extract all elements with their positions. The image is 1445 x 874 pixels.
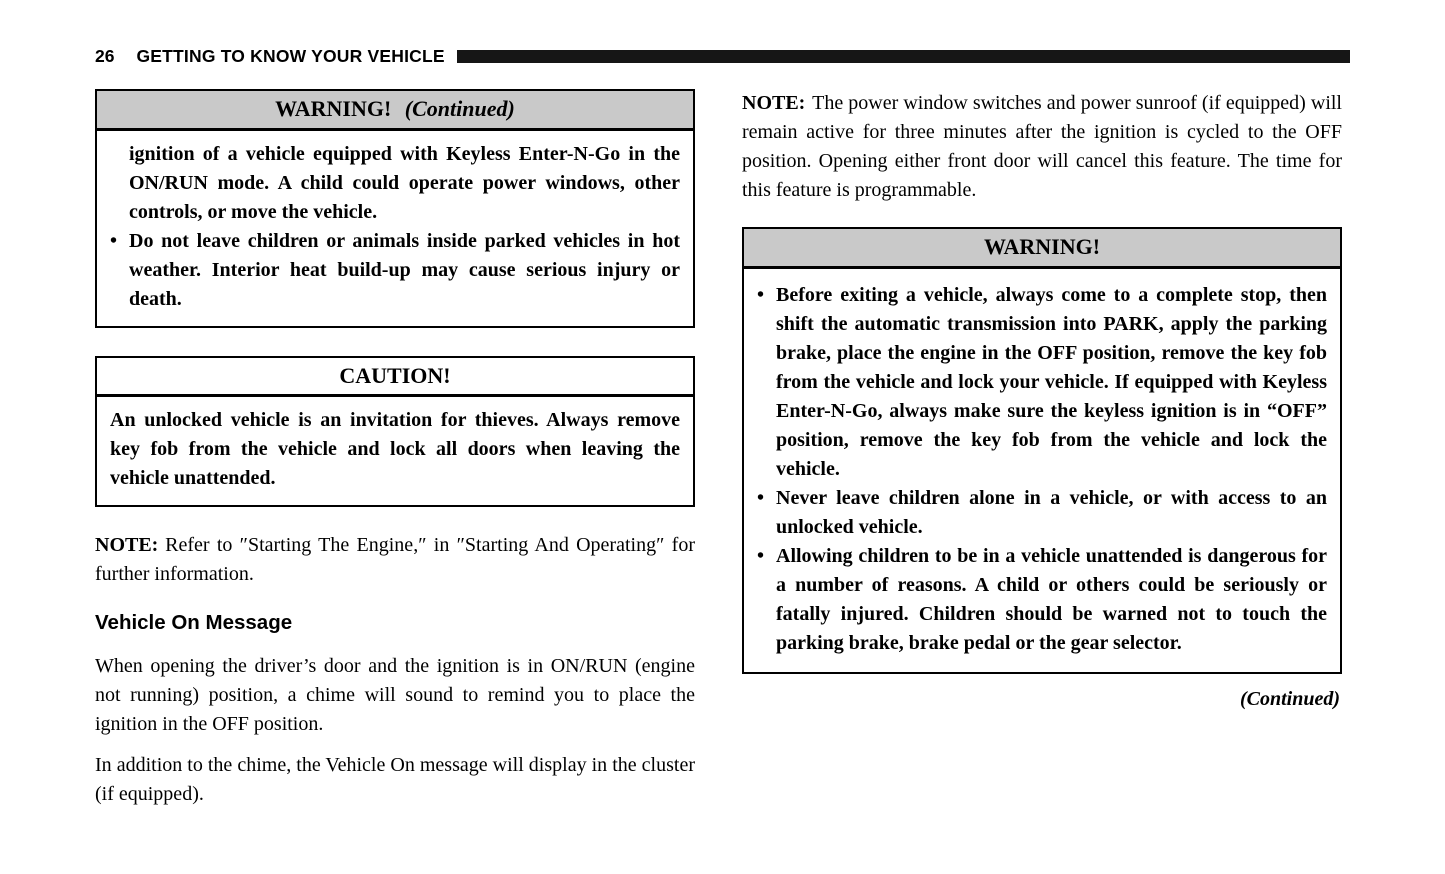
warning-box-header — [744, 229, 1340, 269]
warning-title: WARNING! — [275, 96, 392, 121]
bullet-icon: • — [757, 544, 765, 567]
warning-box-header — [97, 91, 693, 131]
two-column-layout — [95, 89, 1342, 821]
warning-bullet-item — [757, 542, 1327, 658]
warning-box-continued — [95, 89, 695, 328]
warning-continuation-paragraph: ignition of a vehicle equipped with Keyless Enter-N-Go in the ON/RUN mode. A child could operate power windows, other controls, or move the vehicle. — [129, 142, 680, 223]
caution-box-header — [97, 358, 693, 398]
warning-bullet-text: Before exiting a vehicle, always come to a complete stop, then shift the automatic transmission into PARK, apply the parking brake, place the engine in the OFF position, remove the key fob from the vehicle and lock your vehicle. If equipped with Keyless Enter-N-Go, always make sure the keyless ignition is in “OFF” position, remove the key fob from the vehicle and lock the vehicle. — [776, 283, 1327, 480]
section-heading-vehicle-on-message: Vehicle On Message — [95, 611, 293, 634]
warning-box-body — [97, 131, 693, 326]
warning-bullet-text: Allowing children to be in a vehicle unattended is dangerous for a number of reasons. A child or others could be seriously or fatally injured. Children should be warned not to touch the parking brake, brake pedal or the gear selector. — [776, 544, 1327, 654]
warning-box-right — [742, 227, 1342, 674]
note-paragraph-right — [742, 89, 1342, 205]
note-label: NOTE: — [742, 92, 806, 114]
caution-box — [95, 356, 695, 508]
left-column — [95, 89, 695, 821]
body-paragraph: When opening the driver’s door and the ignition is in ON/RUN (engine not running) position, a chime will sound to remind you to place the ignition in the OFF position. — [95, 655, 695, 735]
page-number: 26 — [95, 46, 115, 66]
continued-marker: (Continued) — [1239, 687, 1340, 710]
warning-box-body — [744, 269, 1340, 672]
warning-bullet-text: Never leave children alone in a vehicle, or with access to an unlocked vehicle. — [776, 486, 1327, 538]
chapter-title: GETTING TO KNOW YOUR VEHICLE — [136, 46, 445, 66]
caution-paragraph: An unlocked vehicle is an invitation for thieves. Always remove key fob from the vehicle and lock all doors when leaving the vehicle unattended. — [110, 409, 680, 489]
warning-bullet-item — [757, 484, 1327, 542]
warning-title-suffix: (Continued) — [404, 96, 515, 121]
note-label: NOTE: — [95, 534, 159, 556]
right-column — [742, 89, 1342, 821]
note-paragraph-left — [95, 531, 695, 589]
bullet-icon: • — [757, 486, 765, 509]
body-paragraph: In addition to the chime, the Vehicle On message will display in the cluster (if equipped). — [95, 754, 695, 805]
note-text: The power window switches and power sunroof (if equipped) will remain active for three minutes after the ignition is cycled to the OFF position. Opening either front door will cancel this feature. The time for this feature is programmable. — [742, 92, 1342, 201]
bullet-icon: • — [110, 229, 118, 252]
note-text: Refer to ″Starting The Engine,″ in ″Starting And Operating″ for further information. — [95, 534, 695, 585]
caution-title: CAUTION! — [339, 362, 451, 388]
header-rule-bar — [457, 50, 1350, 63]
warning-bullet-item — [110, 227, 680, 314]
bullet-icon: • — [757, 283, 765, 306]
warning-bullet-text: Do not leave children or animals inside parked vehicles in hot weather. Interior heat build-up may cause serious injury or death. — [129, 229, 680, 310]
warning-bullet-item — [757, 281, 1327, 484]
page-header — [95, 46, 1342, 67]
warning-title: WARNING! — [983, 234, 1101, 259]
caution-box-body — [97, 397, 693, 505]
